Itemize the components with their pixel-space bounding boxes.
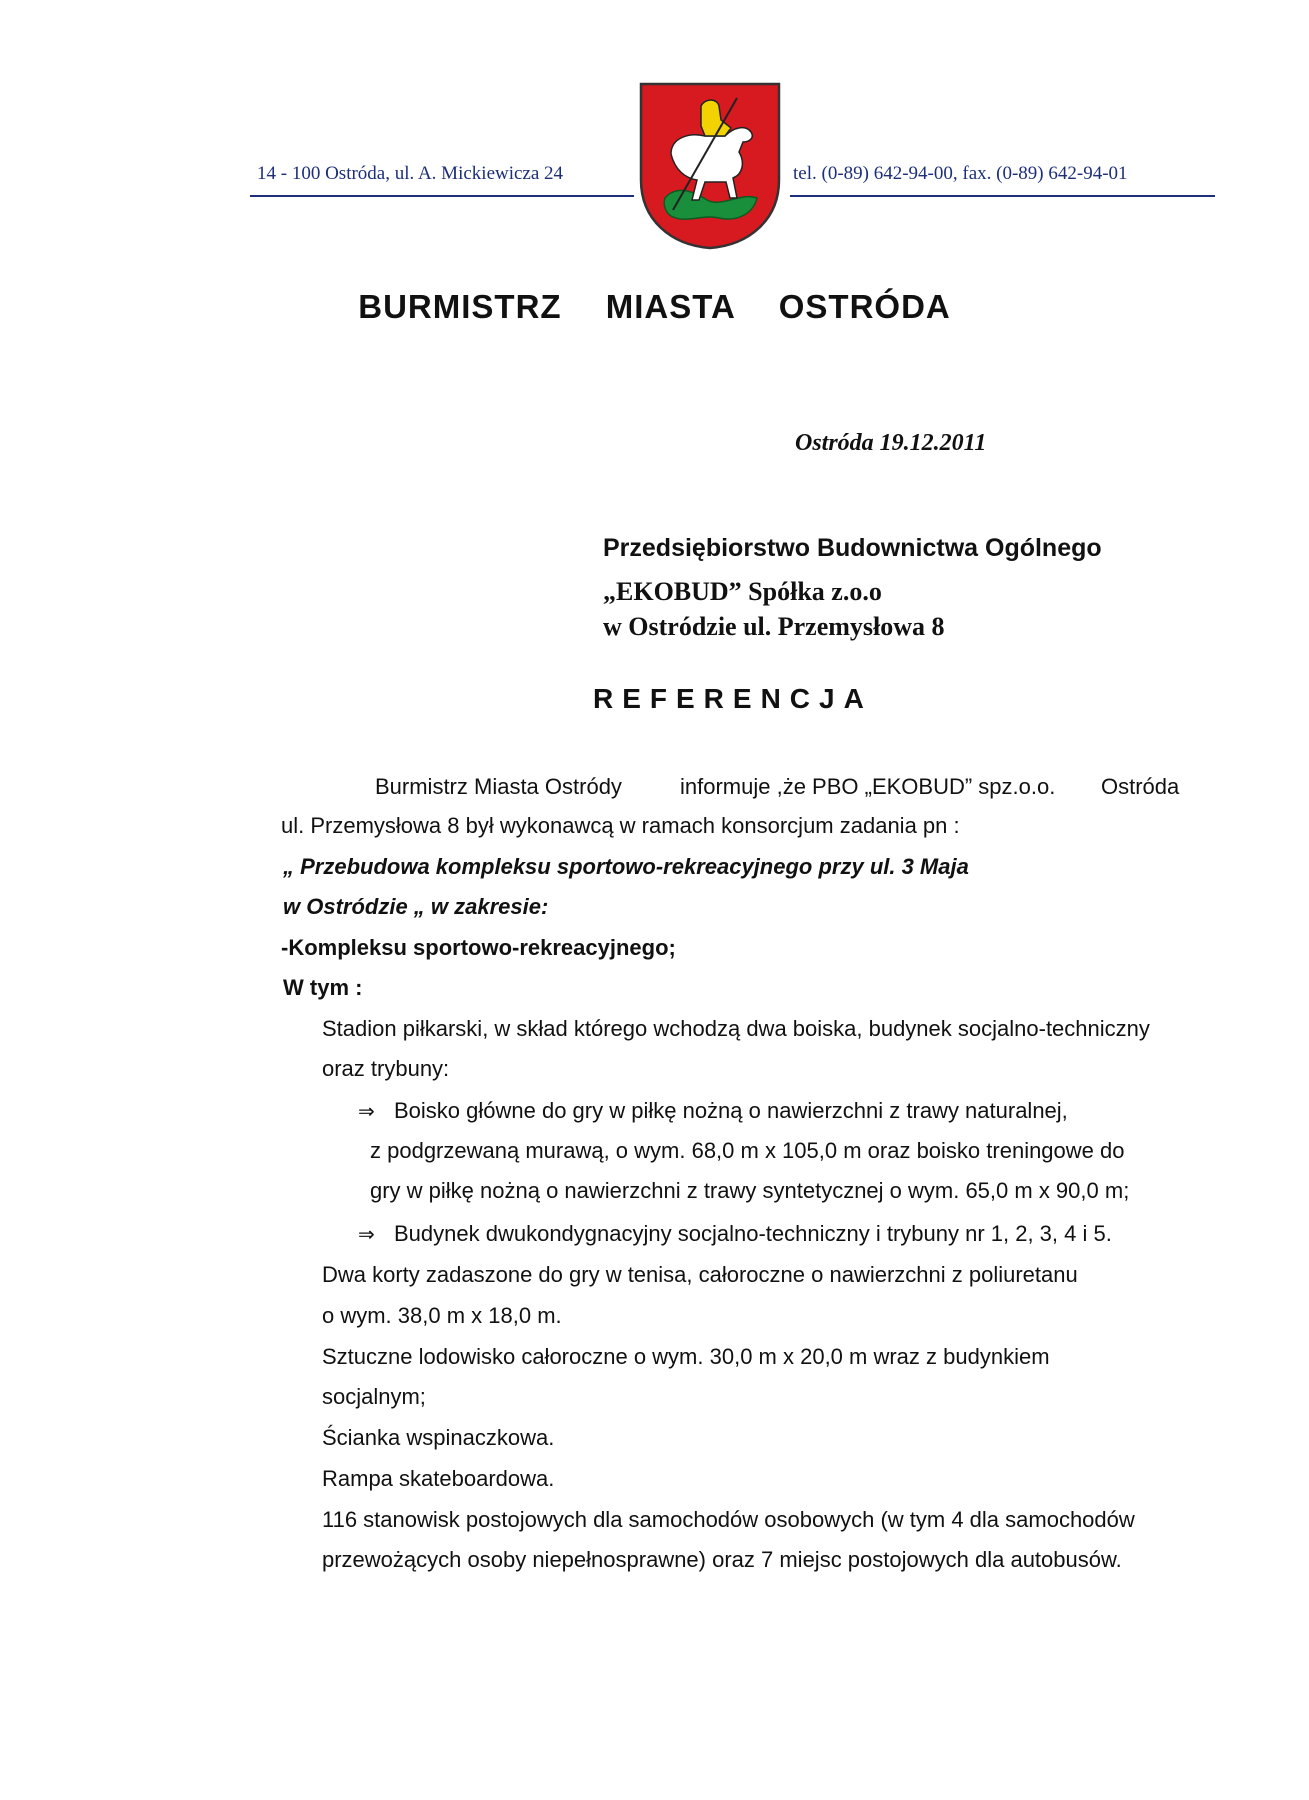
intro-sender: Burmistrz Miasta Ostródy (375, 774, 622, 799)
intro-city: Ostróda (1101, 774, 1180, 799)
rink-line-1: Sztuczne lodowisko całoroczne o wym. 30,0 m x 20,0 m wraz z budynkiem (322, 1344, 1050, 1369)
tennis-line-1: Dwa korty zadaszone do gry w tenisa, całoroczne o nawierzchni z poliuretanu (322, 1262, 1078, 1287)
project-title-1: „ Przebudowa kompleksu sportowo-rekreacyjnego przy ul. 3 Maja (283, 854, 969, 879)
document-heading: REFERENCJA (593, 683, 873, 714)
arrow-bullet-icon: ⇒ (358, 1224, 375, 1246)
intro-line-2: ul. Przemysłowa 8 był wykonawcą w ramach konsorcjum zadania pn : (281, 813, 960, 838)
parking-line-1: 116 stanowisk postojowych dla samochodów osobowych (w tym 4 dla samochodów (322, 1507, 1135, 1532)
recipient-name: Przedsiębiorstwo Budownictwa Ogólnego (603, 534, 1102, 562)
climbing-wall: Ścianka wspinaczkowa. (322, 1425, 555, 1450)
bullet-1-line-2: z podgrzewaną murawą, o wym. 68,0 m x 105,0 m oraz boisko treningowe do (370, 1138, 1125, 1163)
letterhead-rule-left (250, 195, 634, 197)
parking-line-2: przewożących osoby niepełnosprawne) oraz 7 miejsc postojowych dla autobusów. (322, 1547, 1122, 1572)
stadium-line-2: oraz trybuny: (322, 1056, 450, 1081)
rink-line-2: socjalnym; (322, 1384, 426, 1409)
tennis-line-2: o wym. 38,0 m x 18,0 m. (322, 1303, 562, 1328)
bullet-1-text: Boisko główne do gry w piłkę nożną o nawierzchni z trawy naturalnej, (394, 1098, 1068, 1123)
complex-heading: -Kompleksu sportowo-rekreacyjnego; (281, 935, 676, 960)
letterhead-rule-right (790, 195, 1215, 197)
document-date: Ostróda 19.12.2011 (795, 430, 987, 456)
recipient-company: „EKOBUD” Spółka z.o.o (603, 577, 882, 606)
intro-informs: informuje ,że PBO „EKOBUD” spz.o.o. (680, 774, 1056, 799)
recipient-address: w Ostródzie ul. Przemysłowa 8 (603, 612, 945, 641)
coat-of-arms-icon (637, 80, 783, 250)
project-title-2: w Ostródzie „ w zakresie: (283, 894, 549, 919)
in-that-heading: W tym : (283, 975, 363, 1000)
stadium-line-1: Stadion piłkarski, w skład którego wchodzą dwa boiska, budynek socjalno-techniczny (322, 1016, 1150, 1041)
bullet-2-text: Budynek dwukondygnacyjny socjalno-techniczny i trybuny nr 1, 2, 3, 4 i 5. (394, 1221, 1112, 1246)
bullet-1-line-3: gry w piłkę nożną o nawierzchni z trawy syntetycznej o wym. 65,0 m x 90,0 m; (370, 1178, 1130, 1203)
arrow-bullet-icon: ⇒ (358, 1101, 375, 1123)
skate-ramp: Rampa skateboardowa. (322, 1466, 555, 1491)
letterhead-contact: tel. (0-89) 642-94-00, fax. (0-89) 642-94-01 (793, 163, 1128, 184)
bullet-1-line-1 (358, 1098, 1068, 1124)
bullet-2 (358, 1221, 1112, 1247)
letterhead-address: 14 - 100 Ostróda, ul. A. Mickiewicza 24 (257, 163, 564, 184)
document-title: BURMISTRZ MIASTA OSTRÓDA (358, 288, 951, 325)
